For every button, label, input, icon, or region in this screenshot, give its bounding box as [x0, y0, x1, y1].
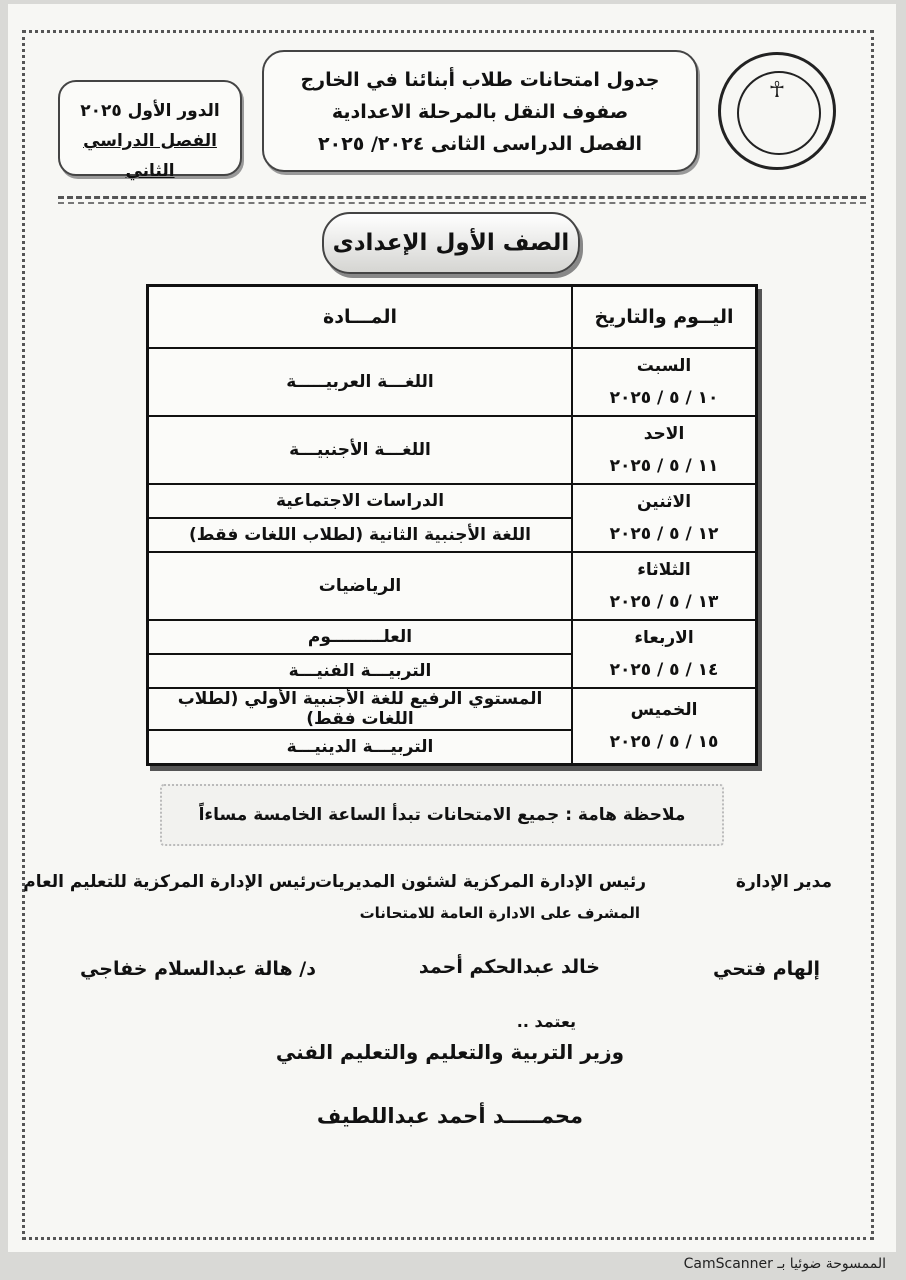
head-general-ed-name: د/ هالة عبدالسلام خفاجي: [80, 958, 316, 980]
date-cell: [572, 688, 757, 765]
exam-term: الفصل الدراسي الثاني: [83, 131, 217, 181]
approval-label: يعتمد ..: [516, 1012, 576, 1031]
head-general-ed-title: رئيس الإدارة المركزية للتعليم العام: [23, 872, 316, 892]
day-name: الثلاثاء: [637, 560, 691, 580]
head-directorates-name: خالد عبدالحكم أحمد: [418, 956, 600, 978]
subject-cell: التربيـــة الدينيـــة: [148, 730, 573, 765]
scanner-footer: الممسوحة ضوئيا بـ CamScanner: [683, 1256, 886, 1272]
header-title-line-2: صفوف النقل بالمرحلة الاعدادية: [331, 101, 629, 123]
day-name: الاحد: [643, 424, 685, 444]
date-cell: [572, 484, 757, 552]
subject-cell: اللغـــة العربيـــــة: [148, 348, 573, 416]
exam-date: ١٢ / ٥ / ٢٠٢٥: [609, 524, 719, 544]
exam-date: ١٥ / ٥ / ٢٠٢٥: [609, 732, 719, 752]
exam-date: ١٣ / ٥ / ٢٠٢٥: [609, 592, 719, 612]
minister-title: وزير التربية والتعليم والتعليم الفني: [275, 1040, 625, 1064]
head-directorates-subtitle: المشرف على الادارة العامة للامتحانات: [359, 904, 640, 922]
director-title: مدير الإدارة: [735, 872, 832, 892]
important-note: ملاحظة هامة : جميع الامتحانات تبدأ الساعة الخامسة مساءاً: [160, 784, 724, 846]
table-row: [148, 484, 757, 518]
table-row: [148, 620, 757, 654]
table-row: [148, 348, 757, 416]
header-title-line-1: جدول امتحانات طلاب أبنائنا في الخارج: [300, 69, 660, 91]
director-name: إلهام فتحي: [713, 958, 820, 980]
day-name: الخميس: [630, 700, 698, 720]
head-directorates-title: رئيس الإدارة المركزية لشئون المديريات: [314, 872, 646, 892]
subject-cell: التربيـــة الفنيـــة: [148, 654, 573, 688]
date-cell: [572, 620, 757, 688]
day-name: السبت: [636, 356, 692, 376]
exam-round: الدور الأول ٢٠٢٥: [80, 101, 220, 121]
exam-schedule-table: [146, 284, 758, 766]
subject-cell: العلـــــــــوم: [148, 620, 573, 654]
subject-cell: الرياضيات: [148, 552, 573, 620]
ministry-seal: [718, 52, 836, 170]
date-cell: [572, 348, 757, 416]
table-row: [148, 688, 757, 730]
exam-date: ١٠ / ٥ / ٢٠٢٥: [609, 388, 719, 408]
date-cell: [572, 416, 757, 484]
table-row: [148, 416, 757, 484]
table-header-row: [148, 286, 757, 349]
header-title-box: [262, 50, 698, 172]
date-cell: [572, 552, 757, 620]
day-name: الاربعاء: [634, 628, 694, 648]
subject-cell: الدراسات الاجتماعية: [148, 484, 573, 518]
eagle-emblem-icon: ☥: [768, 78, 786, 103]
exam-date: ١١ / ٥ / ٢٠٢٥: [609, 456, 719, 476]
minister-name: محمـــــد أحمد عبداللطيف: [316, 1104, 584, 1128]
subject-cell: اللغـــة الأجنبيـــة: [148, 416, 573, 484]
day-name: الاثنين: [636, 492, 692, 512]
table-row: [148, 552, 757, 620]
header-divider: [58, 196, 866, 204]
grade-title: الصف الأول الإعدادى: [322, 212, 580, 274]
header-title-line-3: الفصل الدراسى الثانى ٢٠٢٤/ ٢٠٢٥: [317, 133, 643, 155]
exam-round-box: [58, 80, 242, 181]
exam-date: ١٤ / ٥ / ٢٠٢٥: [609, 660, 719, 680]
subject-cell: المستوي الرفيع للغة الأجنبية الأولي (لطلاب اللغات فقط): [148, 688, 573, 730]
header-subject: المـــادة: [148, 286, 573, 349]
header-date: اليــوم والتاريخ: [572, 286, 757, 349]
subject-cell: اللغة الأجنبية الثانية (لطلاب اللغات فقط): [148, 518, 573, 552]
